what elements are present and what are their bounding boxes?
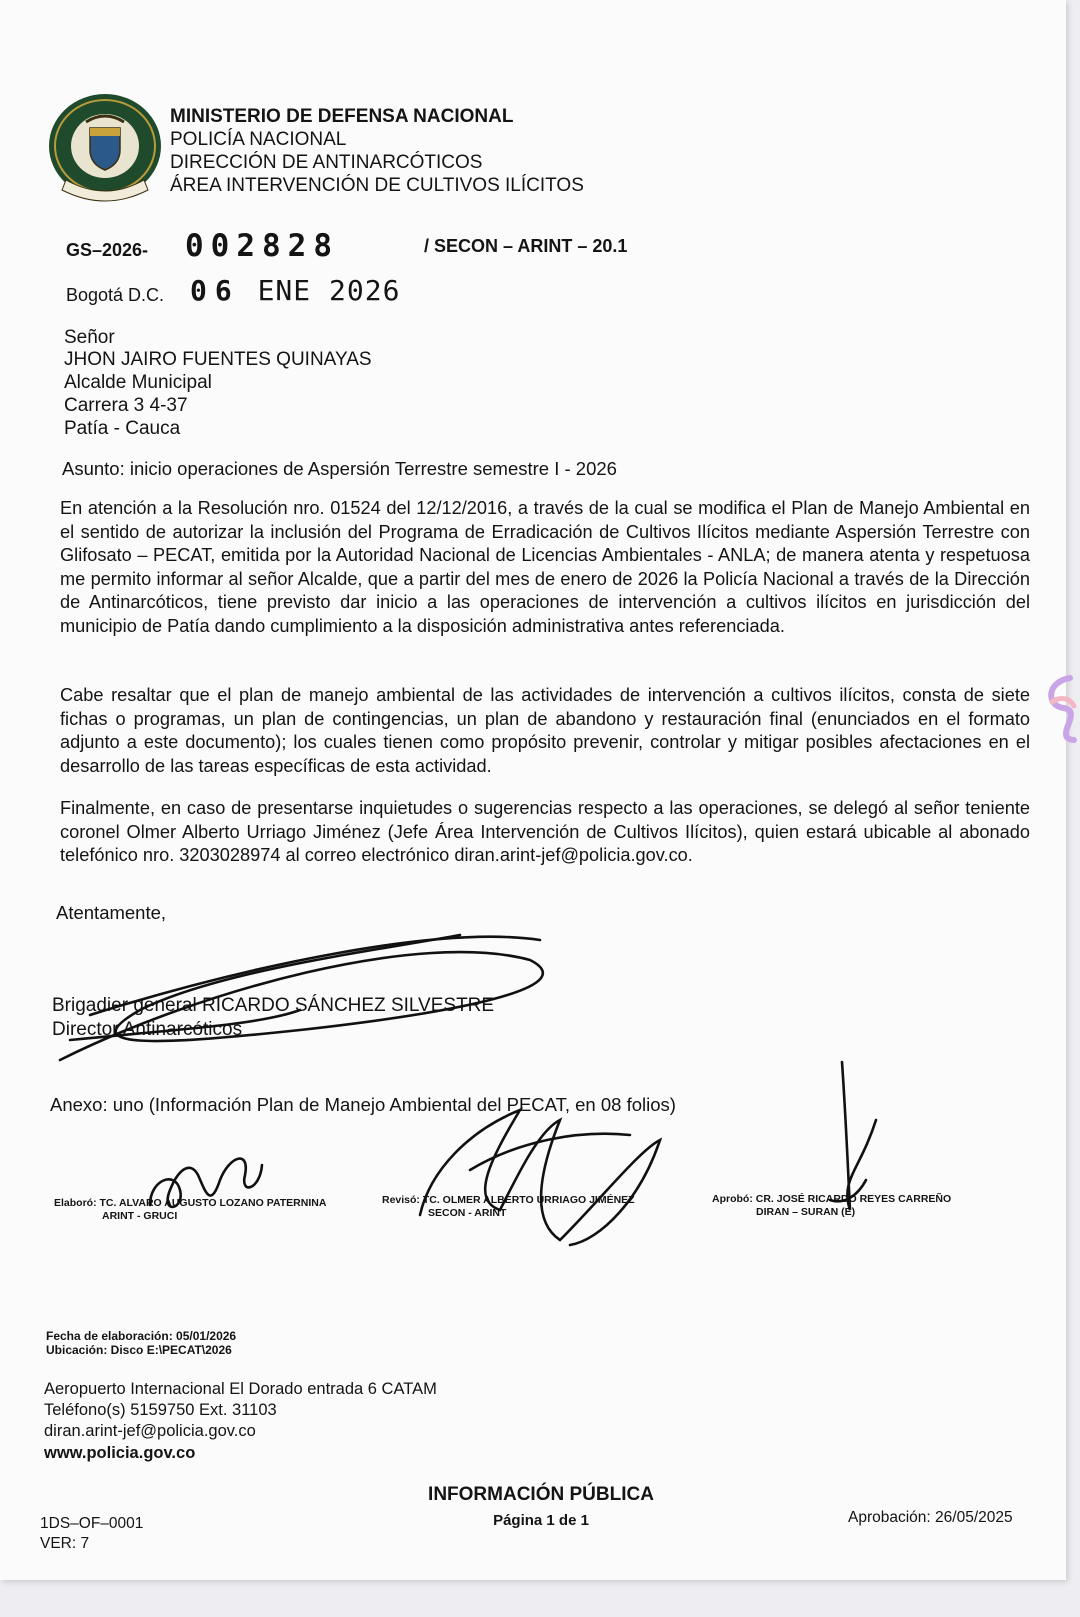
header-police: POLICÍA NACIONAL [170,129,347,150]
body-paragraph-2: Cabe resaltar que el plan de manejo ambiental de las actividades de intervención a cultivos ilícitos, consta de siete fichas o programas, un plan de contingencias, un plan de abandono y restauración final (enunciados en el formato adjunto a este documento); los cuales tienen como propósito prevenir, controlar y mitigar posibles afectaciones en el desarrollo de las tareas específicas de esta actividad. [60,685,1030,776]
header-ministry: MINISTERIO DE DEFENSA NACIONAL [170,106,514,127]
footer-phone: Teléfono(s) 5159750 Ext. 31103 [44,1401,277,1419]
edge-decoration-icon [1040,672,1080,744]
classification-label: INFORMACIÓN PÚBLICA [428,1484,654,1505]
recipient-city: Patía - Cauca [64,418,181,439]
closing-text: Atentamente, [56,902,167,923]
signatory-name: Brigadier general RICARDO SÁNCHEZ SILVESTRE [52,995,495,1016]
reviso-unit: SECON - ARINT [428,1207,507,1219]
footer-ubicacion: Ubicación: Disco E:\PECAT\2026 [46,1343,232,1357]
document-version: VER: 7 [40,1535,90,1552]
reference-suffix: / SECON – ARINT – 20.1 [424,236,628,256]
page-number: Página 1 de 1 [493,1512,589,1529]
body-paragraph-1: En atención a la Resolución nro. 01524 del 12/12/2016, a través de la cual se modifica el Plan de Manejo Ambiental en el sentido de autorizar la inclusión del Programa de Erradicación de Cultivos Ilícitos mediante Aspersión Terrestre con Glifosato – PECAT, emitida por la Autoridad Nacional de Licencias Ambientales - ANLA; de manera atenta y respetuosa me permito informar al señor Alcalde, que a partir del mes de enero de 2026 la Policía Nacional a través de la Dirección de Antinarcóticos, tiene previsto dar inicio a las operaciones de intervención a cultivos ilícitos en jurisdicción del municipio de Patía dando cumplimiento a la disposición administrativa antes referenciada. [60,498,1030,636]
aprobo-line: Aprobó: CR. JOSÉ RICARDO REYES CARREÑO [712,1193,952,1205]
date-day: 06 [190,274,240,307]
elaboro-unit: ARINT - GRUCI [102,1210,178,1222]
header-area: ÁREA INTERVENCIÓN DE CULTIVOS ILÍCITOS [170,175,584,196]
reference-number: 002828 [185,228,339,264]
subject-line: Asunto: inicio operaciones de Aspersión Terrestre semestre I - 2026 [62,458,617,479]
date-city: Bogotá D.C. [66,285,165,305]
reviso-line: Revisó: TC. OLMER ALBERTO URRIAGO JIMÉNEZ [382,1194,635,1206]
aprobo-unit: DIRAN – SURAN (E) [756,1206,856,1218]
footer-fecha: Fecha de elaboración: 05/01/2026 [46,1329,237,1343]
recipient-position: Alcalde Municipal [64,372,212,393]
footer-address: Aeropuerto Internacional El Dorado entrada 6 CATAM [44,1380,437,1398]
signatory-title: Director Antinarcóticos [52,1019,243,1040]
approval-date: Aprobación: 26/05/2025 [848,1509,1013,1526]
footer-email: diran.arint-jef@policia.gov.co [44,1422,256,1440]
footer-website[interactable]: www.policia.gov.co [44,1444,196,1462]
reference-prefix: GS–2026- [66,240,149,260]
recipient-salutation: Señor [64,327,115,348]
header-direction: DIRECCIÓN DE ANTINARCÓTICOS [170,152,483,173]
recipient-name: JHON JAIRO FUENTES QUINAYAS [64,349,372,370]
document-code [40,1514,143,1554]
document-code-id: 1DS–OF–0001 [40,1515,144,1532]
elaboro-line: Elaboró: TC. ALVARO AUGUSTO LOZANO PATERNINA [54,1197,327,1209]
annex-line: Anexo: uno (Información Plan de Manejo Ambiental del PECAT, en 08 folios) [50,1094,676,1115]
body-paragraph-3: Finalmente, en caso de presentarse inquietudes o sugerencias respecto a las operaciones, se delegó al señor teniente coronel Olmer Alberto Urriago Jiménez (Jefe Área Intervención de Cultivos Ilícitos), quien estará ubicable al abonado telefónico nro. 3203028974 al correo electrónico diran.arint-jef@policia.gov.co. [60,798,1030,866]
date-month-year: ENE 2026 [257,274,401,307]
recipient-address: Carrera 3 4-37 [64,395,188,416]
